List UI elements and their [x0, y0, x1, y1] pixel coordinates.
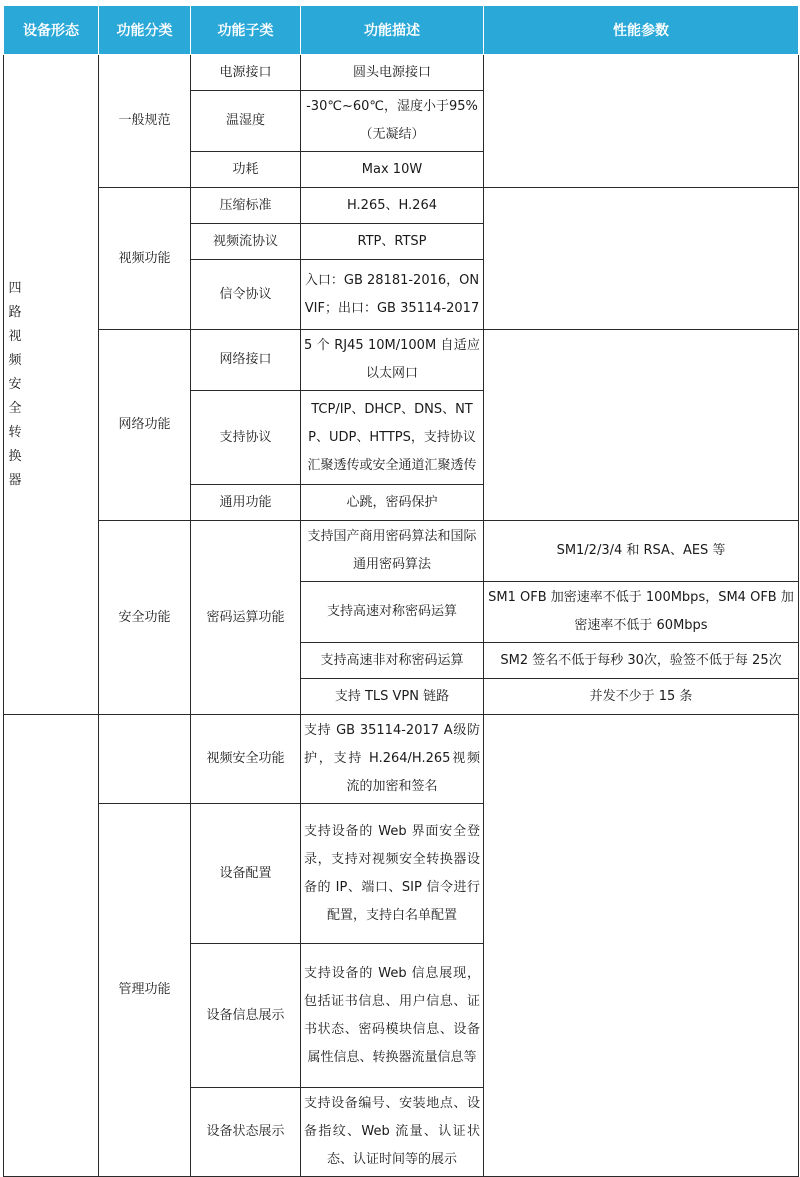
performance-cell: SM1 OFB 加密速率不低于 100Mbps，SM4 OFB 加密速率不低于 60Mbps: [484, 582, 799, 643]
header-device-form: 设备形态: [4, 6, 99, 55]
subcategory-cell: 设备状态展示: [191, 1088, 301, 1177]
header-row: [4, 6, 799, 55]
description-cell: 支持设备的 Web 信息展现，包括证书信息、用户信息、证书状态、密码模块信息、设备属性信息、转换器流量信息等: [301, 944, 484, 1088]
description-cell: -30℃~60℃，湿度小于95%（无凝结）: [301, 91, 484, 152]
subcategory-cell: 网络接口: [191, 330, 301, 391]
description-cell: 支持 GB 35114-2017 A级防护，支持 H.264/H.265视频流的加密和签名: [301, 715, 484, 804]
description-cell: 5 个 RJ45 10M/100M 自适应以太网口: [301, 330, 484, 391]
device-form-label: 四路视频安全转换器: [8, 280, 22, 488]
subcategory-cell: 视频流协议: [191, 224, 301, 260]
description-cell: 支持高速对称密码运算: [301, 582, 484, 643]
table-row: [4, 330, 799, 391]
performance-cell: SM1/2/3/4 和 RSA、AES 等: [484, 521, 799, 582]
table-row: [4, 521, 799, 582]
device-form-cell: [4, 55, 99, 715]
performance-cell: [484, 330, 799, 521]
header-performance: 性能参数: [484, 6, 799, 55]
header-category: 功能分类: [99, 6, 191, 55]
description-cell: Max 10W: [301, 152, 484, 188]
category-cell: 安全功能: [99, 521, 191, 715]
description-cell: 圆头电源接口: [301, 55, 484, 91]
performance-cell: [484, 188, 799, 330]
subcategory-cell: 设备配置: [191, 804, 301, 944]
description-cell: RTP、RTSP: [301, 224, 484, 260]
description-cell: 支持 TLS VPN 链路: [301, 679, 484, 715]
subcategory-cell: 设备信息展示: [191, 944, 301, 1088]
category-cell: [99, 715, 191, 804]
device-form-cell: [4, 715, 99, 1177]
subcategory-cell: 密码运算功能: [191, 521, 301, 715]
table-row: [4, 55, 799, 91]
subcategory-cell: 视频安全功能: [191, 715, 301, 804]
performance-cell: [484, 715, 799, 1177]
subcategory-cell: 电源接口: [191, 55, 301, 91]
performance-cell: [484, 55, 799, 188]
subcategory-cell: 功耗: [191, 152, 301, 188]
description-cell: 支持高速非对称密码运算: [301, 643, 484, 679]
description-cell: 入口：GB 28181-2016，ONVIF；出口：GB 35114-2017: [301, 260, 484, 330]
table-row: [4, 715, 799, 804]
description-cell: 支持国产商用密码算法和国际通用密码算法: [301, 521, 484, 582]
description-cell: 支持设备的 Web 界面安全登录，支持对视频安全转换器设备的 IP、端口、SIP 信令进行配置，支持白名单配置: [301, 804, 484, 944]
subcategory-cell: 通用功能: [191, 485, 301, 521]
subcategory-cell: 信令协议: [191, 260, 301, 330]
description-cell: 心跳，密码保护: [301, 485, 484, 521]
spec-table: [3, 5, 799, 1177]
description-cell: 支持设备编号、安装地点、设备指纹、Web 流量、认证状态、认证时间等的展示: [301, 1088, 484, 1177]
category-cell: 一般规范: [99, 55, 191, 188]
header-subcategory: 功能子类: [191, 6, 301, 55]
description-cell: TCP/IP、DHCP、DNS、NTP、UDP、HTTPS，支持协议汇聚透传或安全通道汇聚透传: [301, 391, 484, 485]
table-row: [4, 188, 799, 224]
description-cell: H.265、H.264: [301, 188, 484, 224]
subcategory-cell: 支持协议: [191, 391, 301, 485]
performance-cell: 并发不少于 15 条: [484, 679, 799, 715]
header-description: 功能描述: [301, 6, 484, 55]
category-cell: 视频功能: [99, 188, 191, 330]
subcategory-cell: 温湿度: [191, 91, 301, 152]
performance-cell: SM2 签名不低于每秒 30次，验签不低于每 25次: [484, 643, 799, 679]
category-cell: 管理功能: [99, 804, 191, 1177]
category-cell: 网络功能: [99, 330, 191, 521]
subcategory-cell: 压缩标准: [191, 188, 301, 224]
